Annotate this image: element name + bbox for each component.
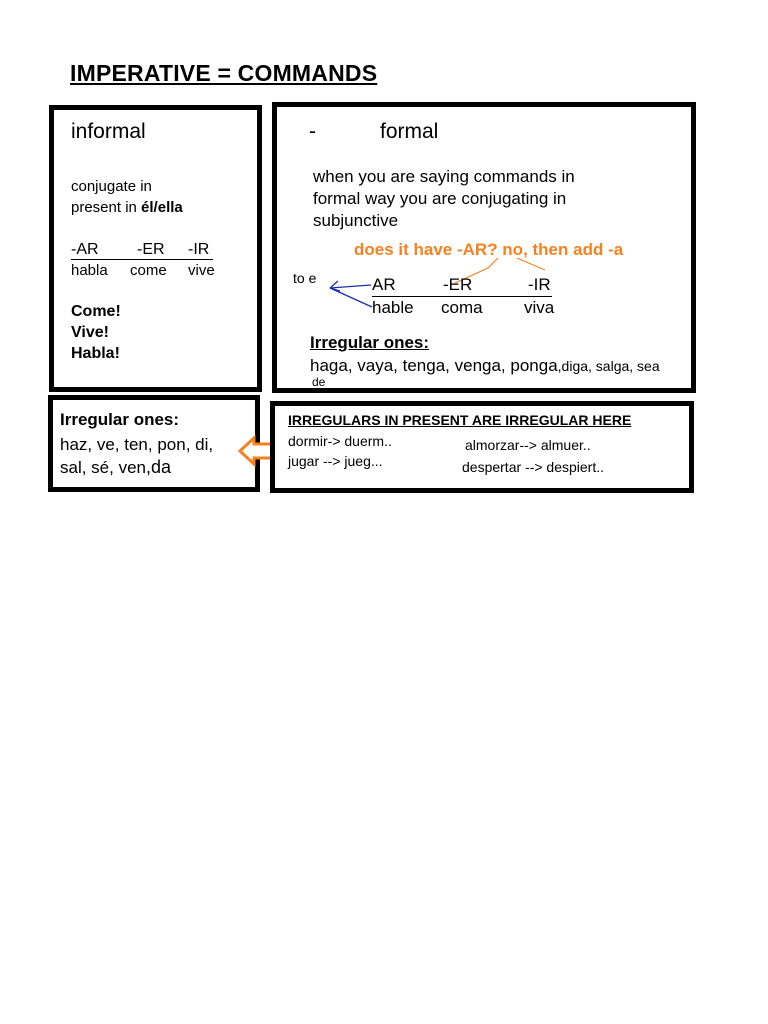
- informal-example-vive: Vive!: [71, 324, 109, 341]
- irregular-informal-line2: [60, 457, 171, 478]
- formal-ending-er: -ER: [443, 275, 473, 294]
- informal-form-vive: vive: [188, 262, 215, 279]
- present-irregular-almorzar: almorzar--> almuer..: [465, 437, 591, 453]
- formal-irregular-list: [310, 356, 660, 376]
- informal-example-come: Come!: [71, 303, 121, 320]
- formal-form-viva: viva: [524, 298, 555, 317]
- formal-annotation: does it have -AR? no, then add -a: [354, 240, 624, 259]
- present-irregular-despertar: despertar --> despiert..: [462, 459, 605, 475]
- formal-form-hable: hable: [372, 298, 414, 317]
- informal-ending-ir: -IR: [188, 241, 210, 258]
- informal-ending-er: -ER: [137, 241, 165, 258]
- irregular-informal-heading: Irregular ones:: [60, 410, 180, 429]
- irregular-informal-line2-extra: ,da: [146, 457, 172, 477]
- formal-heading: formal: [380, 120, 439, 143]
- formal-form-coma: coma: [441, 298, 483, 317]
- informal-form-habla: habla: [71, 262, 108, 279]
- formal-irregular-de: de: [312, 375, 326, 389]
- blue-arrow-icon: [330, 281, 372, 307]
- present-irregular-dormir: dormir-> duerm..: [288, 433, 392, 449]
- annotation-connector-right: [517, 258, 545, 270]
- formal-irregular-main: haga, vaya, tenga, venga, ponga: [310, 356, 558, 375]
- informal-conjugate-line1: conjugate in: [71, 178, 152, 195]
- page-title: IMPERATIVE = COMMANDS: [70, 60, 378, 86]
- present-irregular-jugar: jugar --> jueg...: [288, 453, 383, 469]
- formal-ending-rule: [372, 296, 552, 297]
- present-irregulars-heading: IRREGULARS IN PRESENT ARE IRREGULAR HERE: [288, 412, 632, 428]
- formal-desc-line2: formal way you are conjugating in: [313, 189, 567, 208]
- informal-conjugate-prefix: present in: [71, 199, 142, 216]
- irregular-informal-line1: haz, ve, ten, pon, di,: [60, 435, 214, 454]
- informal-example-habla: Habla!: [71, 345, 120, 362]
- informal-form-come: come: [130, 262, 167, 279]
- formal-desc-line3: subjunctive: [313, 211, 399, 230]
- informal-ending-ar: -AR: [71, 241, 99, 258]
- informal-conjugate-bold: él/ella: [141, 199, 183, 216]
- formal-to-e: to e: [293, 270, 317, 286]
- formal-ending-ir: -IR: [528, 275, 551, 294]
- formal-irregular-extra: ,diga, salga, sea: [557, 358, 660, 374]
- formal-irregular-heading: Irregular ones:: [310, 333, 430, 352]
- formal-dash: -: [309, 120, 316, 143]
- informal-heading: informal: [71, 120, 146, 143]
- formal-ending-ar: AR: [372, 275, 396, 294]
- irregular-informal-line2-main: sal, sé, ven: [60, 458, 146, 477]
- formal-desc-line1: when you are saying commands in: [313, 167, 575, 186]
